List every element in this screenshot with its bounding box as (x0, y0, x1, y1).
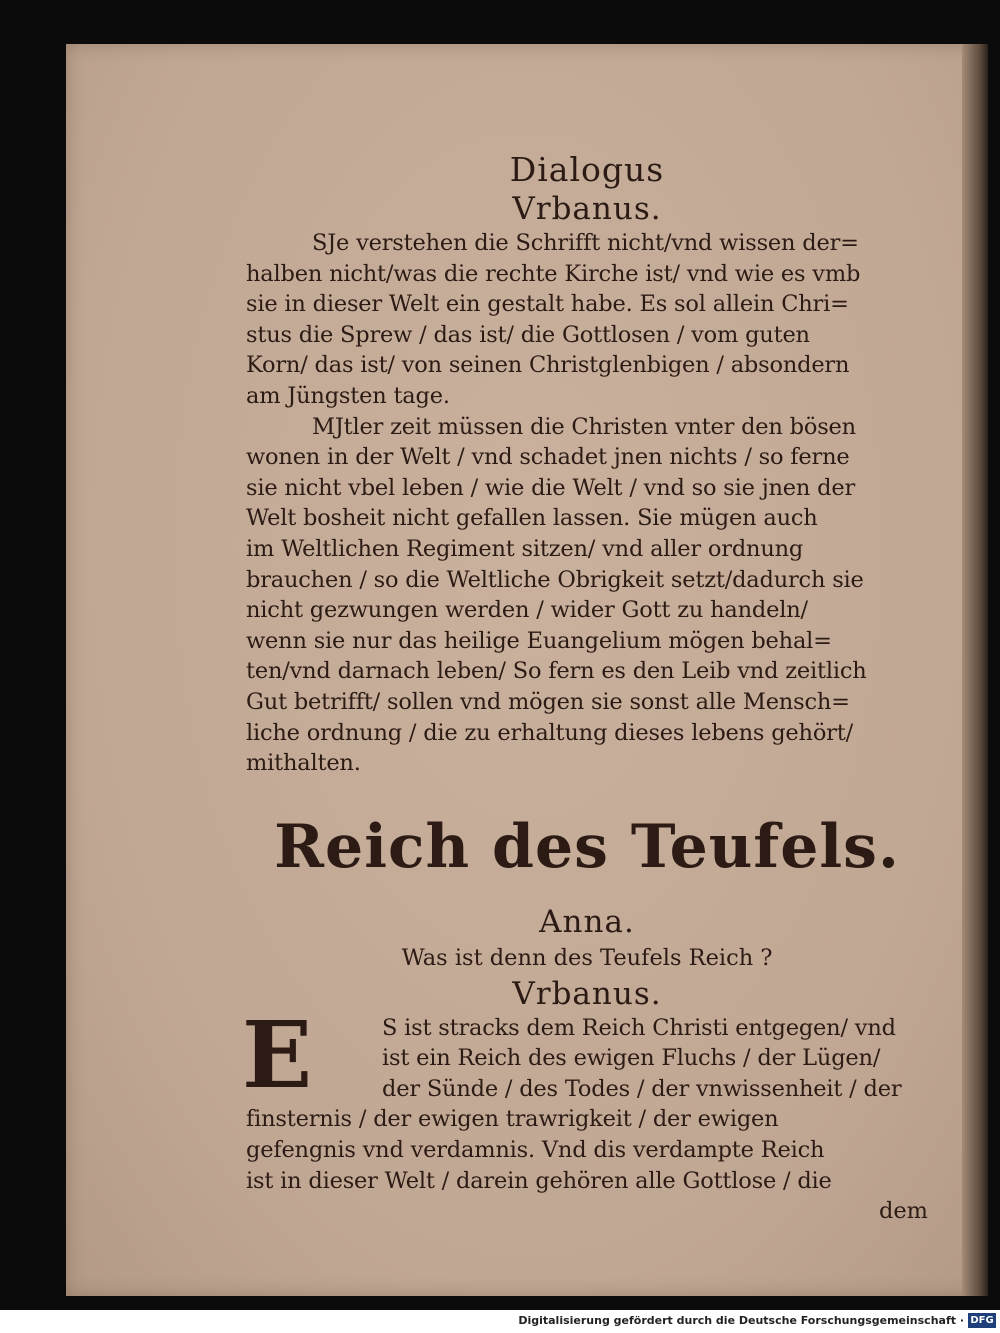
text-line: wenn sie nur das heilige Euangelium mögen behal= (246, 627, 832, 654)
text-line: Welt bosheit nicht gefallen lassen. Sie mügen auch (246, 505, 818, 532)
text-line: sie in dieser Welt ein gestalt habe. Es sol allein Chri= (246, 291, 849, 318)
text-line: ten/vnd darnach leben/ So fern es den Leib vnd zeitlich (246, 658, 867, 685)
text-line: ist in dieser Welt / darein gehören alle Gottlose / die (246, 1167, 832, 1194)
text-line: halben nicht/was die rechte Kirche ist/ vnd wie es vmb (246, 260, 861, 287)
text-line: nicht gezwungen werden / wider Gott zu handeln/ (246, 597, 808, 624)
paragraph-3 (242, 1000, 928, 1197)
speaker-label: Vrbanus. (512, 975, 662, 1012)
speaker-label: Anna. (539, 903, 635, 940)
page-text (242, 150, 928, 1226)
catchword: dem (878, 1198, 928, 1225)
text-line: S ist stracks dem Reich Christi entgegen/ vnd (382, 1014, 896, 1041)
text-line: gefengnis vnd verdamnis. Vnd dis verdampte Reich (246, 1137, 825, 1164)
running-head: Dialogus (509, 150, 665, 189)
question-line: Was ist denn des Teufels Reich ? (401, 944, 773, 971)
funding-credit: Digitalisierung gefördert durch die Deutsche Forschungsgemeinschaft · (518, 1314, 964, 1327)
text-line: sie nicht vbel leben / wie die Welt / vnd so sie jnen der (246, 474, 855, 501)
text-line: im Weltlichen Regiment sitzen/ vnd aller ordnung (246, 535, 804, 562)
text-line: brauchen / so die Weltliche Obrigkeit setzt/dadurch sie (246, 566, 864, 593)
footer-bar (0, 1310, 1000, 1333)
text-line: SJe verstehen die Schrifft nicht/vnd wissen der= (312, 230, 859, 256)
paragraph-2 (246, 412, 928, 779)
text-line: Korn/ das ist/ von seinen Christglenbigen / absondern (246, 352, 850, 379)
text-line: stus die Sprew / das ist/ die Gottlosen / vom guten (246, 321, 810, 348)
text-line: MJtler zeit müssen die Christen vnter den bösen (312, 413, 856, 440)
paragraph-1 (246, 228, 928, 412)
text-line: der Sünde / des Todes / der vnwissenheit / der (382, 1075, 902, 1102)
dfg-logo: DFG (968, 1313, 996, 1328)
section-title: Reich des Teufels. (274, 811, 900, 882)
text-line: mithalten. (246, 750, 361, 777)
speaker-label: Vrbanus. (512, 191, 662, 227)
text-line: am Jüngsten tage. (246, 382, 450, 409)
drop-cap: E (242, 1000, 312, 1109)
text-line: liche ordnung / die zu erhaltung dieses lebens gehört/ (246, 719, 853, 746)
text-line: wonen in der Welt / vnd schadet jnen nichts / so ferne (246, 444, 850, 471)
text-line: finsternis / der ewigen trawrigkeit / der ewigen (246, 1106, 779, 1133)
page-gutter-shadow (962, 44, 988, 1296)
text-line: Gut betrifft/ sollen vnd mögen sie sonst alle Mensch= (246, 688, 850, 715)
text-line: ist ein Reich des ewigen Fluchs / der Lügen/ (382, 1045, 881, 1072)
